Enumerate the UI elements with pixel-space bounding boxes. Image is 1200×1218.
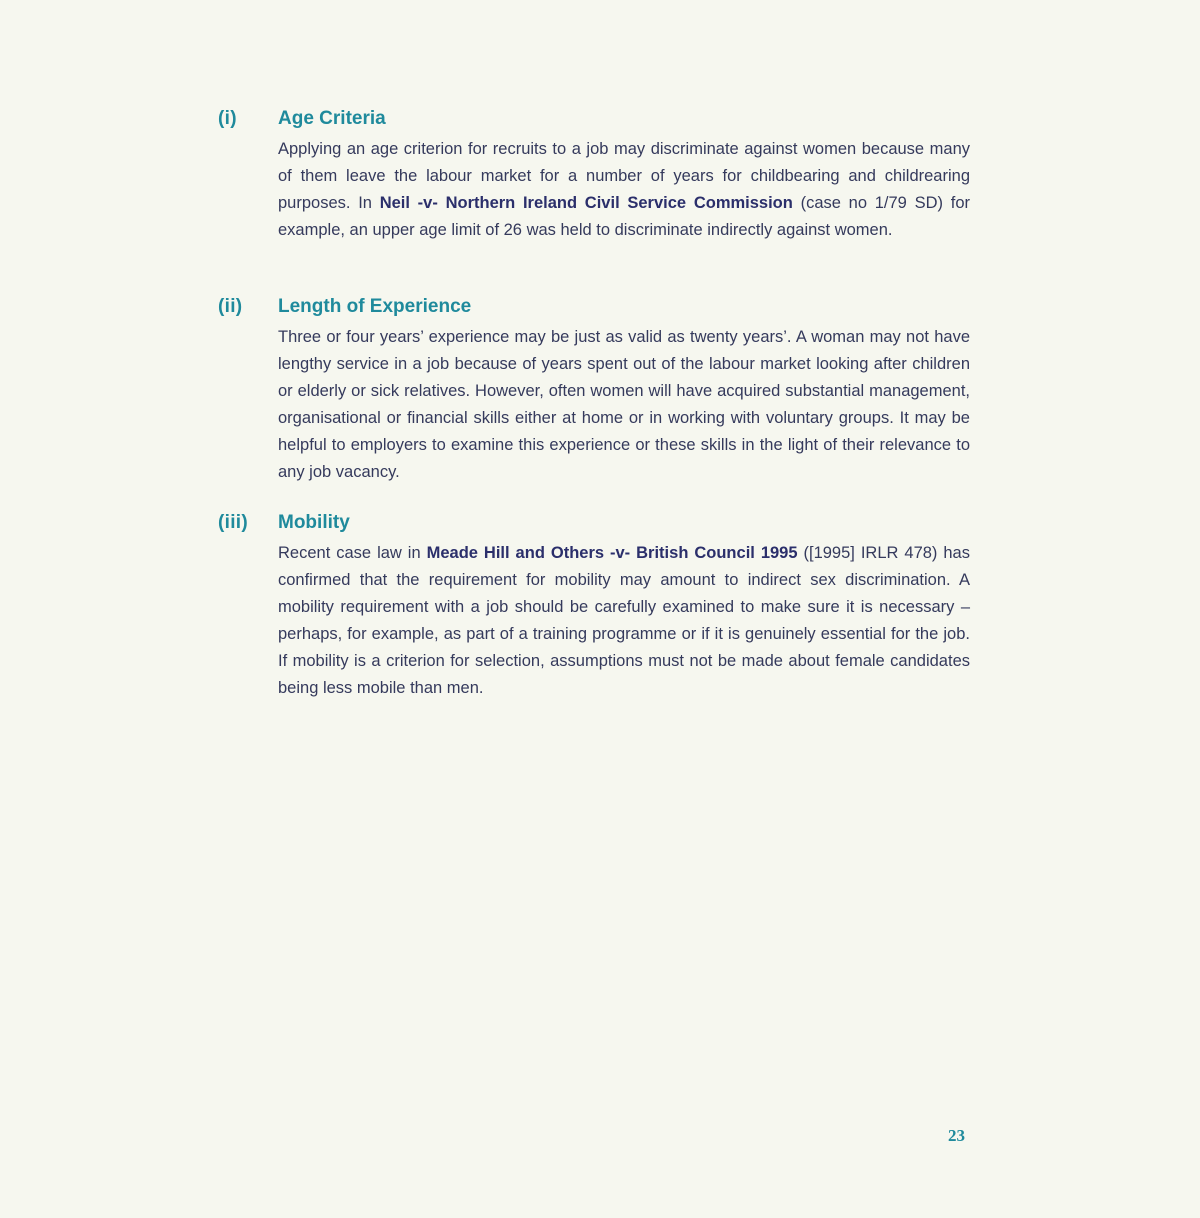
page-number: 23 bbox=[948, 1126, 965, 1145]
paragraph-text: (case no 1/79 SD) for example, an upper age limit of 26 was held to discriminate indirectly against women. bbox=[278, 193, 970, 239]
section-age-criteria bbox=[218, 108, 978, 244]
section-paragraph bbox=[278, 324, 970, 485]
section-mobility bbox=[218, 512, 978, 701]
section-number: (i) bbox=[218, 108, 237, 129]
section-heading bbox=[218, 108, 978, 136]
paragraph-text: Recent case law in bbox=[278, 544, 427, 562]
section-title: Age Criteria bbox=[278, 108, 386, 129]
section-heading bbox=[218, 296, 978, 324]
case-citation: Meade Hill and Others -v- British Council 1995 bbox=[426, 544, 798, 562]
section-number: (ii) bbox=[218, 296, 243, 317]
section-title: Mobility bbox=[278, 512, 350, 533]
section-title: Length of Experience bbox=[278, 296, 472, 317]
case-citation: Neil -v- Northern Ireland Civil Service Commission bbox=[379, 193, 793, 212]
paragraph-text: Applying an age criterion for recruits to a job may discriminate against women because many of them leave the labour market for a number of years for childbearing and childrearing purposes. In bbox=[278, 140, 970, 212]
section-number: (iii) bbox=[218, 512, 248, 533]
paragraph-text: Three or four years’ experience may be just as valid as twenty years’. A woman may not have lengthy service in a job because of years spent out of the labour market looking after children or elderly or sick relatives. However, often women will have acquired substantial management, organisational or financial skills either at home or in working with voluntary groups. It may be helpful to employers to examine this experience or these skills in the light of their relevance to any job vacancy. bbox=[278, 328, 970, 481]
section-paragraph bbox=[278, 136, 970, 244]
section-paragraph bbox=[278, 540, 970, 701]
section-heading bbox=[218, 512, 978, 540]
paragraph-text: ([1995] IRLR 478) has confirmed that the requirement for mobility may amount to indirect sex discrimination. A mobility requirement with a job should be carefully examined to make sure it is necessary – perhaps, for example, as part of a training programme or if it is genuinely essential for the job. If mobility is a criterion for selection, assumptions must not be made about female candidates being less mobile than men. bbox=[278, 544, 970, 697]
section-length-of-experience bbox=[218, 296, 978, 485]
